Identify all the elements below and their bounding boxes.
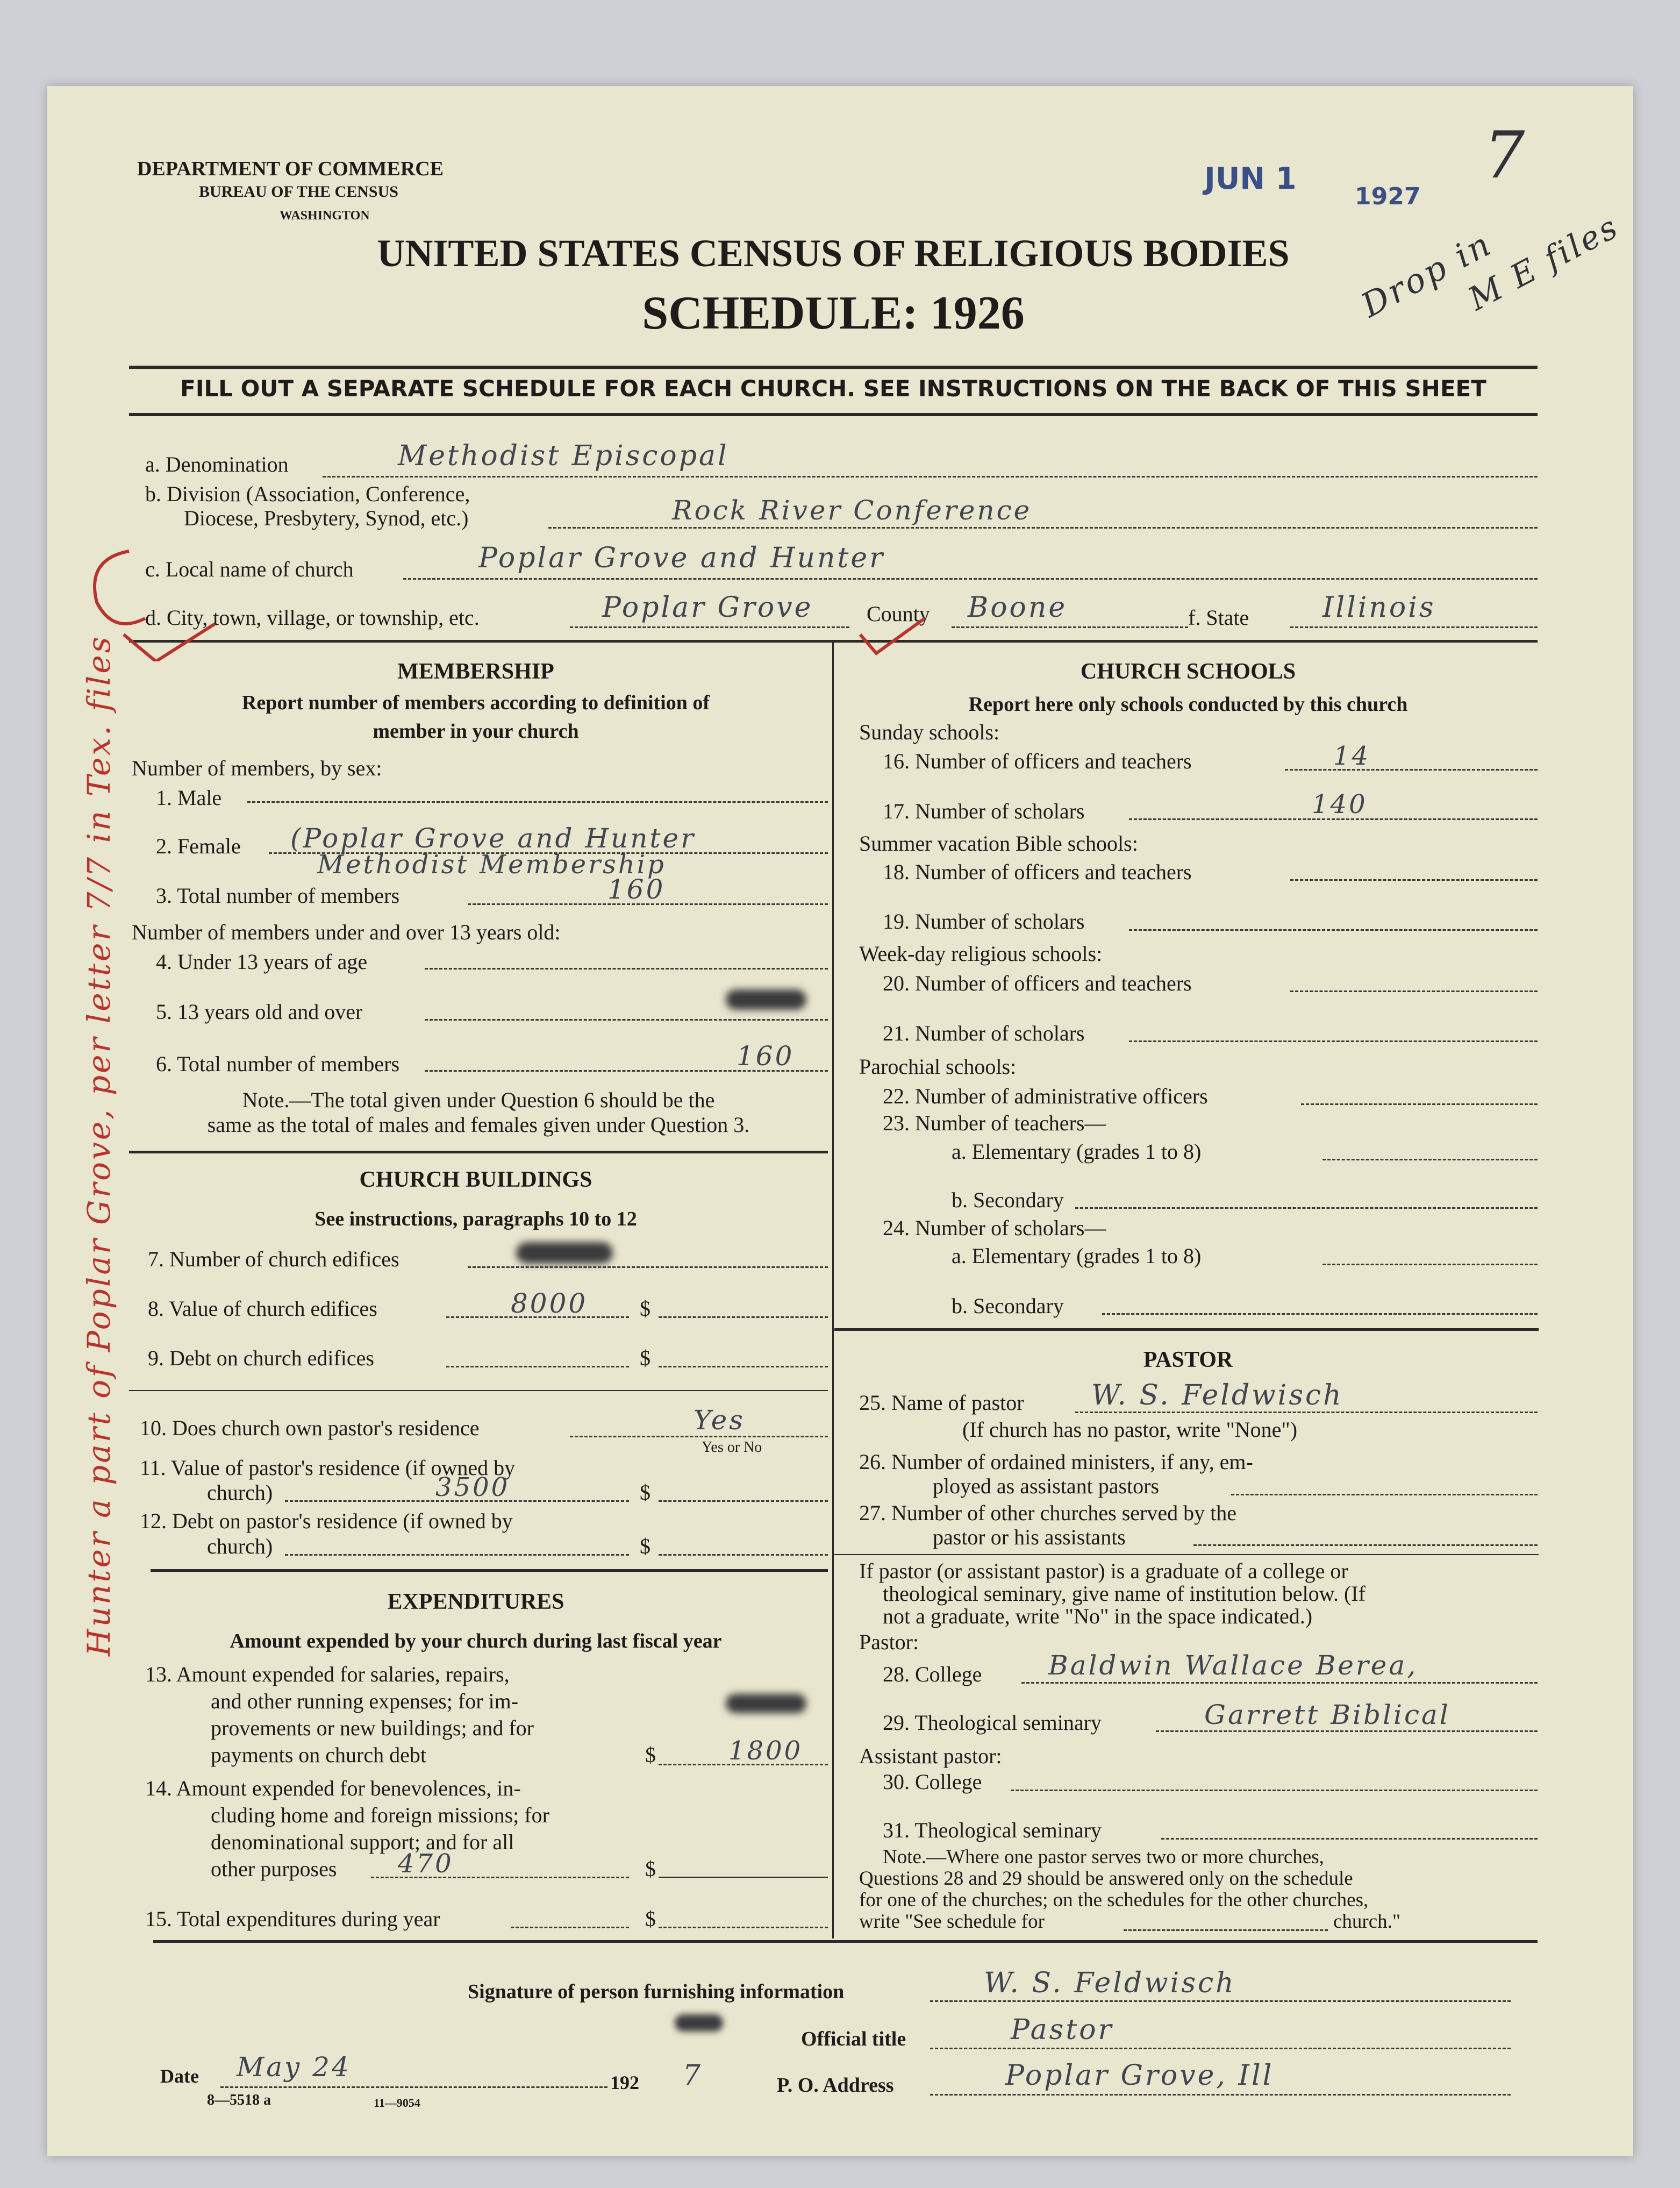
po-address-label: P. O. Address (777, 2074, 894, 2097)
residence-debt-label-2: church) (207, 1534, 273, 1558)
signature-label: Signature of person furnishing information (468, 1980, 845, 2003)
total-members-label: 3. Total number of members (156, 883, 400, 908)
header-rule-bottom (129, 413, 1538, 416)
redaction-smudge-4 (675, 2014, 723, 2032)
pastor-seminary-value[interactable]: Garrett Biblical (1204, 1699, 1450, 1730)
female-value[interactable]: (Poplar Grove and Hunter (290, 823, 696, 854)
date-label: Date (160, 2065, 199, 2087)
state-line (1290, 626, 1538, 628)
benevolences-label-4: other purposes (211, 1857, 337, 1881)
assistant-pastor-subhead: Assistant pastor: (859, 1744, 1002, 1768)
other-churches-label-1: 27. Number of other churches served by the (859, 1501, 1236, 1525)
ordained-ministers-label-2: ployed as assistant pastors (933, 1474, 1160, 1498)
female-value-2[interactable]: Methodist Membership (317, 850, 666, 880)
summer-schools-label: Summer vacation Bible schools: (859, 831, 1138, 856)
parochial-schools-label: Parochial schools: (859, 1054, 1017, 1079)
membership-note-2: same as the total of males and females given under Question 3. (207, 1113, 750, 1137)
pastor-name-label: 25. Name of pastor (859, 1391, 1024, 1415)
male-line (247, 801, 828, 803)
pastor-title: PASTOR (1143, 1348, 1233, 1372)
total-members-value[interactable]: 160 (607, 874, 666, 905)
ordained-ministers-label-1: 26. Number of ordained ministers, if any, em- (859, 1450, 1253, 1474)
pastor-note-4: write "See schedule for (859, 1911, 1045, 1933)
residence-value-label: 11. Value of pastor's residence (if owned by (140, 1456, 516, 1480)
buildings-sub: See instructions, paragraphs 10 to 12 (314, 1208, 637, 1230)
assistant-seminary-line (1161, 1838, 1538, 1840)
signature-value[interactable]: W. S. Feldwisch (984, 1967, 1236, 1999)
own-residence-value[interactable]: Yes (694, 1405, 745, 1436)
pastor-name-value[interactable]: W. S. Feldwisch (1091, 1379, 1343, 1412)
official-title-label: Official title (801, 2028, 906, 2050)
denomination-label: a. Denomination (145, 452, 289, 476)
expenditures-title: EXPENDITURES (387, 1590, 564, 1614)
signature-line (930, 2000, 1511, 2002)
sunday-scholars-label: 17. Number of scholars (883, 799, 1085, 823)
pastor-note-1: Note.—Where one pastor serves two or more churches, (883, 1846, 1324, 1868)
membership-note-1: Note.—The total given under Question 6 should be the (242, 1088, 715, 1112)
salaries-label-3: provements or new buildings; and for (211, 1716, 534, 1740)
graduate-instr-2: theological seminary, give name of institution below. (If (883, 1581, 1366, 1606)
county-value[interactable]: Boone (968, 591, 1068, 624)
column-divider (832, 643, 834, 1938)
year-value[interactable]: 7 (683, 2059, 703, 2092)
teachers-elementary-label: a. Elementary (grades 1 to 8) (952, 1139, 1202, 1164)
members-by-sex-label: Number of members, by sex: (132, 756, 382, 780)
scholars-label: 24. Number of scholars— (883, 1216, 1106, 1240)
division-label: b. Division (Association, Conference, (145, 482, 470, 506)
expenditures-sub: Amount expended by your church during last fiscal year (230, 1630, 722, 1652)
ordained-ministers-line (1231, 1494, 1538, 1495)
local-name-value[interactable]: Poplar Grove and Hunter (478, 542, 885, 574)
division-value[interactable]: Rock River Conference (672, 495, 1032, 526)
over-13-line (425, 1019, 828, 1021)
admin-officers-label: 22. Number of administrative officers (883, 1084, 1208, 1108)
footer-rule (153, 1940, 1538, 1943)
membership-rule (129, 1151, 828, 1153)
benevolences-label-1: 14. Amount expended for benevolences, in- (145, 1776, 521, 1800)
dollar-line-8 (659, 1316, 828, 1318)
own-residence-label: 10. Does church own pastor's residence (140, 1416, 480, 1440)
department-name: DEPARTMENT OF COMMERCE (137, 158, 444, 180)
schedule-title: SCHEDULE: 1926 (642, 287, 1025, 339)
membership-sub-1: Report number of members according to definition of (241, 692, 710, 714)
dollar-sign-11: $ (640, 1480, 650, 1505)
under-over-label: Number of members under and over 13 years old: (132, 920, 561, 944)
year-prefix: 192 (610, 2072, 639, 2093)
teachers-secondary-label: b. Secondary (952, 1188, 1064, 1212)
edifices-value-label: 8. Value of church edifices (148, 1296, 377, 1321)
yes-no-hint: Yes or No (702, 1439, 762, 1456)
city-value[interactable]: Poplar Grove (602, 591, 813, 624)
graduate-instr-1: If pastor (or assistant pastor) is a graduate of a college or (859, 1559, 1348, 1583)
dollar-line-12 (659, 1554, 828, 1556)
male-label: 1. Male (156, 786, 222, 810)
summer-officers-line (1290, 879, 1538, 881)
print-number: 11—9054 (374, 2096, 420, 2109)
margin-red-note: Hunter a part of Poplar Grove, per letter 7/7 in Tex. files (81, 635, 117, 1656)
residence-value-label-2: church) (207, 1480, 273, 1505)
scholars-elementary-line (1322, 1264, 1538, 1265)
dollar-line-11 (659, 1500, 828, 1502)
buildings-mid-rule (129, 1390, 828, 1391)
residence-debt-label: 12. Debt on pastor's residence (if owned by (140, 1509, 513, 1533)
summer-officers-label: 18. Number of officers and teachers (883, 860, 1192, 884)
form-number: 8—5518 a (207, 2092, 271, 2108)
bureau-name: BUREAU OF THE CENSUS (199, 183, 398, 201)
scholars-secondary-line (1102, 1313, 1538, 1315)
dollar-sign-13: $ (645, 1743, 656, 1767)
sunday-schools-label: Sunday schools: (859, 720, 1000, 744)
pastor-note-3: for one of the churches; on the schedules for the other churches, (859, 1889, 1369, 1911)
weekday-officers-label: 20. Number of officers and teachers (883, 971, 1192, 995)
assistant-college-line (1011, 1790, 1538, 1791)
date-line (220, 2086, 607, 2088)
po-address-value[interactable]: Poplar Grove, Ill (1005, 2059, 1274, 2092)
dollar-line-9 (659, 1366, 828, 1367)
total-expenditures-label: 15. Total expenditures during year (145, 1907, 440, 1931)
weekday-scholars-line (1129, 1040, 1538, 1042)
residence-debt-line (285, 1554, 629, 1556)
schools-title: CHURCH SCHOOLS (1080, 659, 1296, 684)
state-label: f. State (1188, 605, 1249, 630)
bureau-city: WASHINGTON (280, 209, 370, 223)
see-schedule-line (1124, 1929, 1328, 1931)
county-label: County (867, 602, 930, 626)
teachers-label: 23. Number of teachers— (883, 1111, 1106, 1135)
pastor-subhead: Pastor: (859, 1630, 919, 1654)
pastor-college-label: 28. College (883, 1662, 982, 1686)
state-value[interactable]: Illinois (1322, 591, 1436, 624)
received-stamp-date: JUN 1 (1204, 161, 1297, 196)
edifices-debt-line (446, 1366, 629, 1367)
female-label: 2. Female (156, 834, 241, 858)
salaries-label-1: 13. Amount expended for salaries, repairs, (145, 1662, 510, 1686)
official-title-line (930, 2048, 1511, 2049)
weekday-scholars-label: 21. Number of scholars (883, 1021, 1085, 1045)
summer-scholars-label: 19. Number of scholars (883, 909, 1085, 933)
buildings-rule (151, 1569, 828, 1572)
redaction-smudge (726, 989, 806, 1010)
redaction-smudge-2 (516, 1242, 613, 1264)
assistant-college-label: 30. College (883, 1770, 982, 1794)
salaries-label-4: payments on church debt (211, 1743, 426, 1767)
buildings-title: CHURCH BUILDINGS (359, 1167, 592, 1192)
teachers-elementary-line (1322, 1159, 1538, 1160)
weekday-schools-label: Week-day religious schools: (859, 942, 1103, 966)
redaction-smudge-3 (726, 1694, 806, 1713)
po-address-line (930, 2094, 1511, 2096)
dollar-sign-9: $ (640, 1346, 650, 1370)
membership-title: MEMBERSHIP (397, 659, 554, 684)
handwritten-drop-note: Drop in (1355, 224, 1499, 325)
salaries-label-2: and other running expenses; for im- (211, 1689, 519, 1713)
local-name-label: c. Local name of church (145, 557, 354, 581)
scholars-elementary-label: a. Elementary (grades 1 to 8) (952, 1244, 1202, 1268)
pastor-note-4b: church." (1333, 1911, 1401, 1933)
pastor-none-note: (If church has no pastor, write "None") (962, 1417, 1298, 1442)
membership-sub-2: member in your church (373, 720, 579, 743)
sunday-officers-line (1285, 769, 1538, 771)
pastor-name-line (1075, 1412, 1538, 1413)
official-title-value[interactable]: Pastor (1011, 2014, 1114, 2046)
dollar-line-15 (659, 1927, 828, 1928)
summer-scholars-line (1129, 929, 1538, 931)
form-title: UNITED STATES CENSUS OF RELIGIOUS BODIES (377, 232, 1290, 275)
graduate-instr-3: not a graduate, write "No" in the space indicated.) (883, 1604, 1313, 1628)
pastor-seminary-line (1156, 1730, 1538, 1732)
other-churches-label-2: pastor or his assistants (933, 1525, 1126, 1549)
edifices-debt-label: 9. Debt on church edifices (148, 1346, 374, 1370)
pastor-college-value[interactable]: Baldwin Wallace Berea, (1048, 1650, 1418, 1681)
date-value[interactable]: May 24 (237, 2051, 351, 2083)
edifices-count-label: 7. Number of church edifices (148, 1247, 399, 1271)
sunday-officers-value[interactable]: 14 (1333, 741, 1371, 771)
own-residence-line (570, 1436, 828, 1437)
pastor-college-line (1021, 1682, 1538, 1684)
total-expenditures-line (511, 1927, 629, 1928)
benevolences-value[interactable]: 470 (398, 1849, 454, 1879)
total-members-6-label: 6. Total number of members (156, 1052, 400, 1076)
pastor-note-2: Questions 28 and 29 should be answered only on the schedule (859, 1868, 1353, 1890)
dollar-sign-12: $ (640, 1534, 650, 1558)
county-line (952, 626, 1188, 628)
fill-out-instructions: FILL OUT A SEPARATE SCHEDULE FOR EACH CHURCH. SEE INSTRUCTIONS ON THE BACK OF THIS SHEET (180, 375, 1486, 402)
edifices-value[interactable]: 8000 (511, 1288, 588, 1319)
pastor-mid-rule (834, 1554, 1539, 1555)
benevolences-label-2: cluding home and foreign missions; for (211, 1803, 549, 1827)
sunday-officers-label: 16. Number of officers and teachers (883, 749, 1192, 773)
total-members-6-value[interactable]: 160 (737, 1040, 795, 1072)
assistant-seminary-label: 31. Theological seminary (883, 1818, 1102, 1842)
handwritten-number: 7 (1484, 118, 1527, 193)
received-stamp-year: 1927 (1355, 183, 1421, 210)
sunday-scholars-value[interactable]: 140 (1312, 789, 1368, 819)
weekday-officers-line (1290, 990, 1538, 992)
over-13-label: 5. 13 years old and over (156, 1000, 363, 1024)
city-label: d. City, town, village, or township, etc. (145, 605, 480, 630)
division-label-2: Diocese, Presbytery, Synod, etc.) (184, 506, 469, 530)
residence-value[interactable]: 3500 (435, 1472, 510, 1502)
scholars-secondary-label: b. Secondary (952, 1294, 1064, 1318)
salaries-value[interactable]: 1800 (728, 1736, 803, 1766)
dollar-sign-15: $ (645, 1907, 656, 1931)
handwritten-files-note: M E files (1462, 208, 1626, 318)
red-check-marks (65, 538, 978, 661)
admin-officers-line (1301, 1103, 1538, 1105)
benevolences-label-3: denominational support; and for all (211, 1830, 514, 1854)
dollar-sign-14: $ (645, 1857, 656, 1881)
denomination-line (323, 476, 1538, 477)
teachers-secondary-line (1075, 1207, 1538, 1209)
denomination-value[interactable]: Methodist Episcopal (398, 440, 729, 472)
header-rule-top (129, 366, 1538, 369)
schools-sub: Report here only schools conducted by this church (968, 693, 1408, 716)
under-13-label: 4. Under 13 years of age (156, 950, 368, 974)
edifices-count-line (468, 1266, 828, 1268)
pastor-seminary-label: 29. Theological seminary (883, 1711, 1102, 1735)
under-13-line (425, 968, 828, 970)
dollar-sign-8: $ (640, 1296, 650, 1321)
schools-rule (834, 1328, 1539, 1331)
division-line (548, 527, 1538, 529)
other-churches-line (1193, 1544, 1538, 1546)
dollar-line-14 (659, 1877, 828, 1878)
